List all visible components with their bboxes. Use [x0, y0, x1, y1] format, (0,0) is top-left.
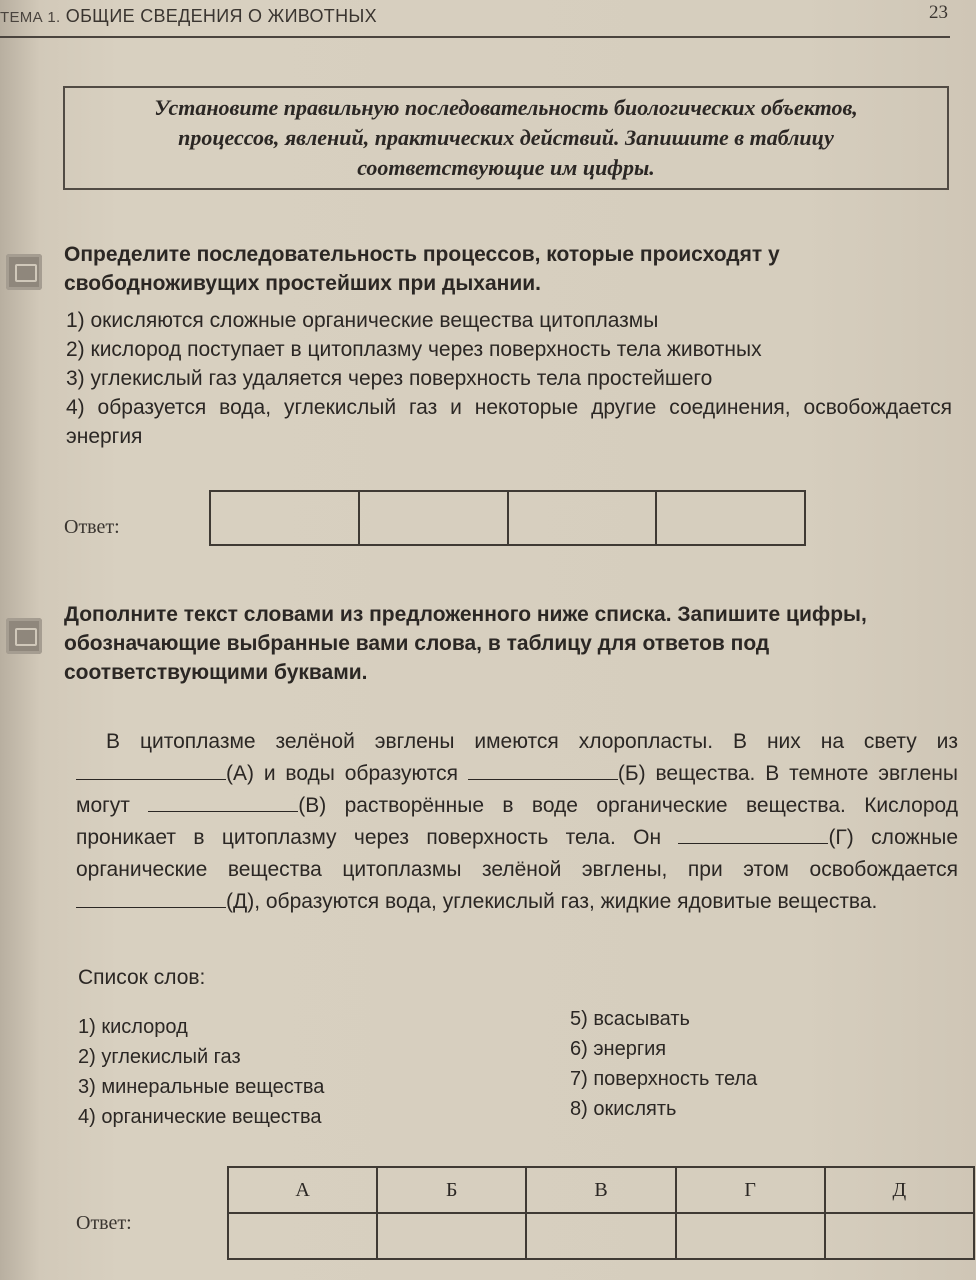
answer-cell[interactable] — [377, 1213, 526, 1259]
running-head — [0, 6, 377, 27]
task2-title: Дополните текст словами из предложенного ниже списка. Запишите цифры, обозначающие выбранные вами слова, в таблицу для ответов под соответствующими буквами. — [64, 603, 867, 684]
paragraph-text: В цитоплазме зелёной эвглены имеются хлоропласты. В них на свету из — [106, 730, 958, 753]
running-head-tema: ТЕМА 1. — [0, 9, 61, 26]
table-header-cell: В — [526, 1167, 675, 1213]
table-header-cell: А — [228, 1167, 377, 1213]
task-marker-icon — [6, 618, 42, 654]
instruction-box — [63, 86, 949, 190]
word-item: 4) органические вещества — [78, 1106, 322, 1128]
answer-cell[interactable] — [656, 491, 805, 545]
answer-cell[interactable] — [526, 1213, 675, 1259]
paragraph-text: (Г) сложные органические вещества цитоплазмы зелёной эвглены, при этом освобождается — [76, 826, 958, 881]
answer-cell[interactable] — [359, 491, 508, 545]
task1-answer-table — [209, 490, 806, 546]
answer-cell[interactable] — [210, 491, 359, 545]
word-list-heading: Список слов: — [78, 966, 206, 989]
word-list-left — [78, 1012, 324, 1132]
table-header-cell: Б — [377, 1167, 526, 1213]
task1-option: 4) образуется вода, углекислый газ и некоторые другие соединения, освобождается энергия — [66, 396, 952, 448]
blank-a[interactable] — [76, 761, 226, 780]
blank-d[interactable] — [76, 889, 226, 908]
word-list-right — [570, 1004, 757, 1124]
task1-answer-label: Ответ: — [64, 516, 120, 538]
word-item: 2) углекислый газ — [78, 1046, 241, 1068]
paragraph-text: (Б) вещества. В темноте эвглены могут — [76, 762, 958, 817]
word-item: 8) окислять — [570, 1098, 677, 1120]
answer-cell[interactable] — [825, 1213, 974, 1259]
task1-title: Определите последовательность процессов, которые происходят у свободноживущих простейших при дыхании. — [64, 243, 780, 295]
word-item: 3) минеральные вещества — [78, 1076, 325, 1098]
task1-options — [66, 306, 952, 451]
task1-option: 1) окисляются сложные органические вещества цитоплазмы — [66, 309, 659, 332]
task1-option: 3) углекислый газ удаляется через поверхность тела простейшего — [66, 367, 713, 390]
running-head-title: ОБЩИЕ СВЕДЕНИЯ О ЖИВОТНЫХ — [65, 6, 377, 26]
task2-paragraph — [76, 726, 958, 918]
paragraph-text: (В) растворённые в воде органические вещества. Кислород проникает в цитоплазму через поверхность тела. Он — [76, 794, 958, 849]
task2-answer-label: Ответ: — [76, 1212, 132, 1234]
answer-cell[interactable] — [508, 491, 657, 545]
blank-v[interactable] — [148, 793, 298, 812]
blank-g[interactable] — [678, 825, 828, 844]
answer-cell[interactable] — [228, 1213, 377, 1259]
task-marker-icon — [6, 254, 42, 290]
word-item: 1) кислород — [78, 1016, 188, 1038]
task2-answer-table — [227, 1166, 975, 1260]
table-header-cell: Д — [825, 1167, 974, 1213]
answer-cell[interactable] — [676, 1213, 825, 1259]
header-rule — [0, 36, 950, 38]
task1-option: 2) кислород поступает в цитоплазму через поверхность тела животных — [66, 338, 762, 361]
word-item: 7) поверхность тела — [570, 1068, 758, 1090]
table-header-cell: Г — [676, 1167, 825, 1213]
paragraph-text: (Д), образуются вода, углекислый газ, жидкие ядовитые вещества. — [226, 890, 878, 913]
paragraph-text: (А) и воды образуются — [226, 762, 459, 785]
page-number: 23 — [929, 2, 948, 23]
word-item: 5) всасывать — [570, 1008, 690, 1030]
blank-b[interactable] — [468, 761, 618, 780]
word-item: 6) энергия — [570, 1038, 667, 1060]
instruction-text: Установите правильную последовательность биологических объектов, процессов, явлений, практических действий. Запишите в таблицу соответствующие им цифры. — [154, 95, 858, 180]
